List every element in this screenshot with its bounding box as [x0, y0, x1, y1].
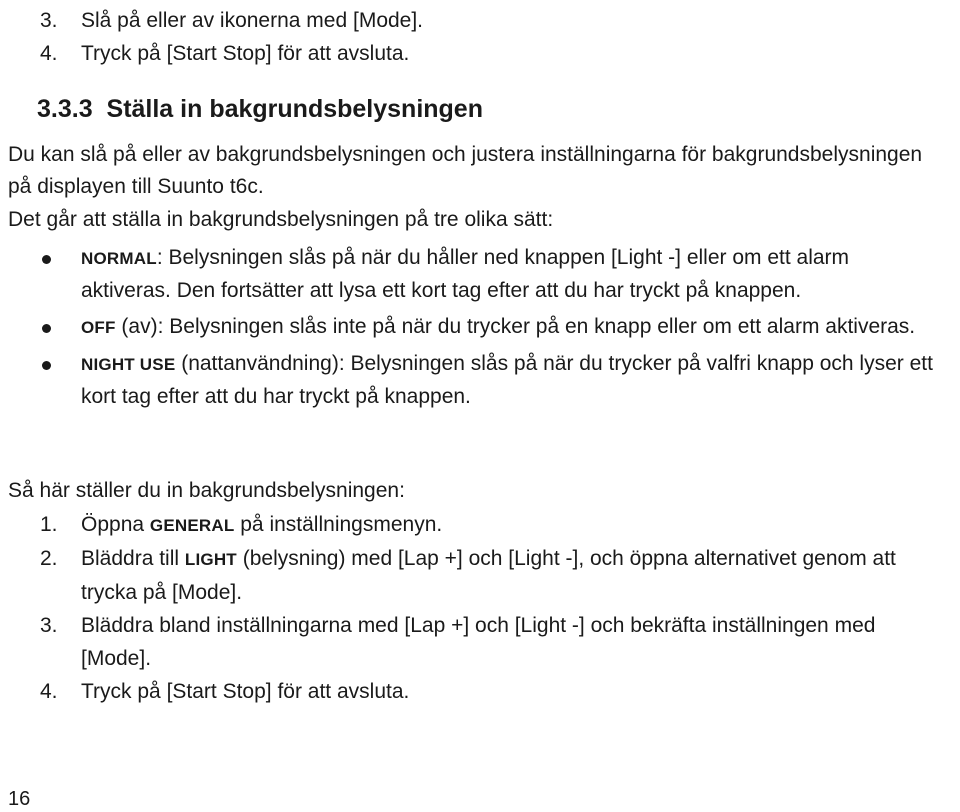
list-item — [0, 675, 960, 708]
mode-description: (nattanvändning): Belysningen slås på när du trycker på valfri knapp och lyser ett kort tag efter att du har tryckt på knappen. — [81, 352, 933, 408]
step-text-after: (belysning) med [Lap +] och [Light -], och öppna alternativet genom att trycka på [Mode]. — [81, 547, 896, 604]
step-text-before: Öppna — [81, 513, 150, 536]
step-number: 3. — [40, 614, 58, 637]
step-text-after: på inställningsmenyn. — [234, 513, 443, 536]
previous-steps-list — [0, 4, 960, 70]
list-item — [0, 609, 960, 675]
menu-keyword: GENERAL — [149, 516, 235, 535]
list-item — [0, 311, 960, 344]
list-item — [0, 4, 960, 37]
mode-description: : Belysningen slås på när du håller ned knappen [Light -] eller om ett alarm aktiveras. Den fortsätter att lysa ett kort tag efter att du har tryckt på knappen. — [81, 246, 850, 302]
mode-keyword: NIGHT USE — [81, 355, 176, 374]
section-title: Ställa in bakgrundsbelysningen — [106, 95, 483, 123]
step-number: 2. — [40, 547, 58, 570]
page-number: 16 — [8, 788, 31, 810]
step-text: Tryck på [Start Stop] för att avsluta. — [81, 42, 410, 65]
step-number: 4. — [40, 680, 58, 703]
intro-paragraph: Du kan slå på eller av bakgrundsbelysningen och justera inställningarna för bakgrundsbelysningen på displayen till Suunto t6c. — [8, 143, 923, 198]
step-number: 4. — [40, 42, 58, 65]
step-text: Tryck på [Start Stop] för att avsluta. — [81, 680, 410, 703]
ways-intro-paragraph: Det går att ställa in bakgrundsbelysningen på tre olika sätt: — [8, 208, 554, 231]
step-text: Bläddra bland inställningarna med [Lap +] och [Light -] och bekräfta inställningen med [Mode]. — [81, 614, 876, 670]
mode-keyword: OFF — [81, 318, 116, 337]
step-number: 1. — [40, 513, 58, 536]
menu-keyword: LIGHT — [184, 550, 237, 569]
bullet-icon — [42, 324, 51, 333]
section-heading — [37, 92, 483, 126]
list-item — [0, 348, 960, 413]
bullet-icon — [42, 255, 51, 264]
mode-keyword: NORMAL — [81, 249, 157, 268]
list-item — [0, 508, 960, 542]
list-item — [0, 242, 960, 307]
section-number: 3.3.3 — [37, 95, 93, 123]
step-text-before: Bläddra till — [81, 547, 185, 570]
step-text: Slå på eller av ikonerna med [Mode]. — [81, 9, 424, 32]
setup-steps-list — [0, 508, 960, 708]
bullet-icon — [42, 361, 51, 370]
step-number: 3. — [40, 9, 58, 32]
how-to-paragraph: Så här ställer du in bakgrundsbelysningen: — [8, 479, 405, 502]
list-item — [0, 37, 960, 70]
list-item — [0, 542, 960, 609]
mode-description: (av): Belysningen slås inte på när du trycker på en knapp eller om ett alarm aktiveras. — [115, 315, 916, 338]
backlight-modes-list — [0, 242, 960, 417]
